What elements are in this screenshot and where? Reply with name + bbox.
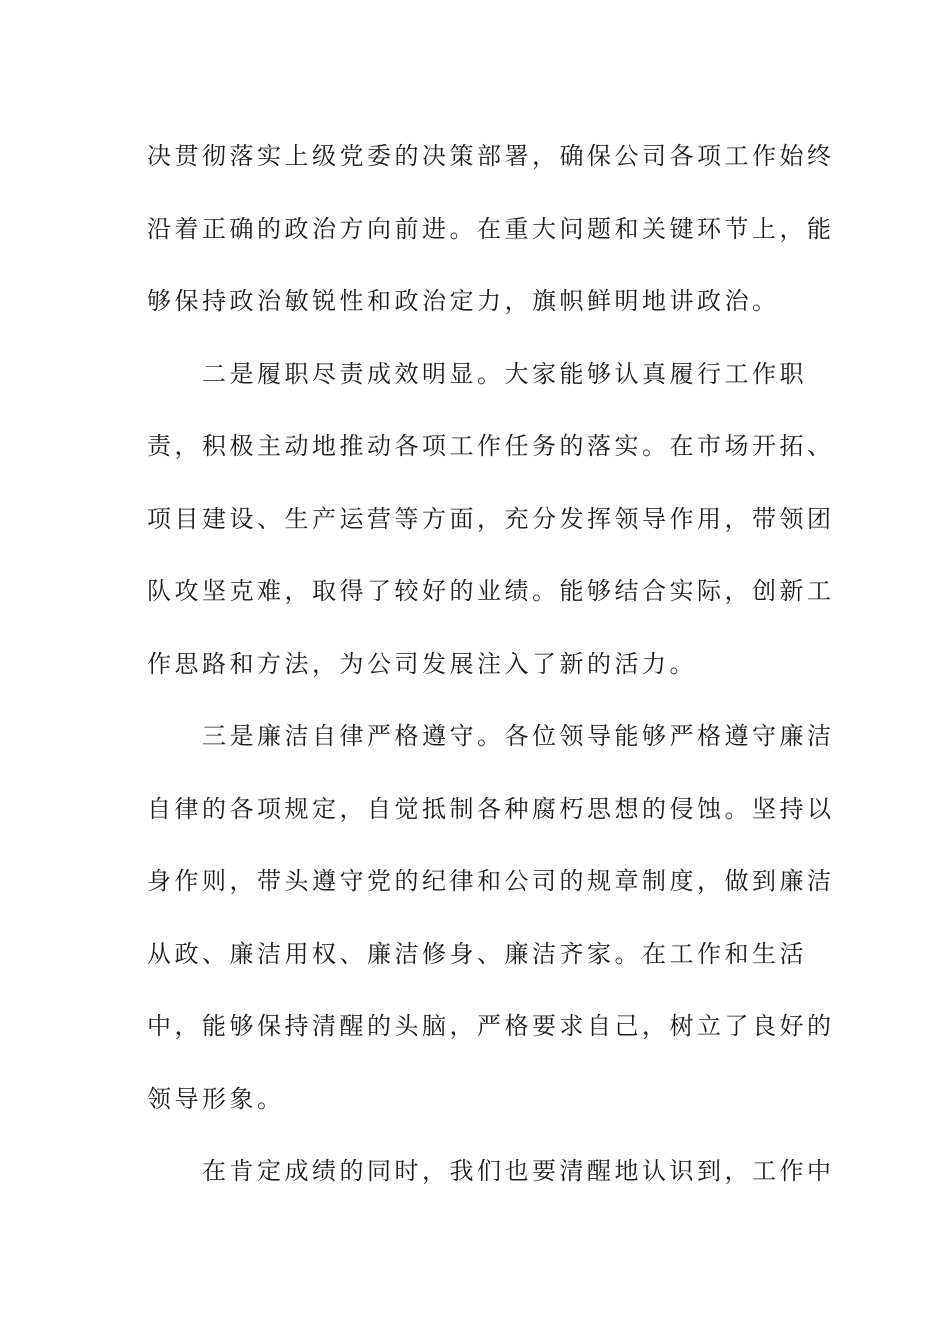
paragraph-first-line: 三是廉洁自律严格遵守。各位领导能够严格遵守廉洁 <box>202 722 835 750</box>
paragraph-first-line: 在肯定成绩的同时，我们也要清醒地认识到，工作中 <box>202 1157 835 1185</box>
text-line: 领导形象。 <box>147 1084 285 1113</box>
text-line: 沿着正确的政治方向前进。在重大问题和关键环节上，能 <box>147 214 835 243</box>
body-text <box>147 120 835 1208</box>
paragraph-first-line: 二是履职尽责成效明显。大家能够认真履行工作职 <box>202 359 807 388</box>
text-line: 项目建设、生产运营等方面，充分发挥领导作用，带领团 <box>147 504 835 533</box>
text-line: 从政、廉洁用权、廉洁修身、廉洁齐家。在工作和生活 <box>147 939 807 968</box>
text-line: 够保持政治敏锐性和政治定力，旗帜鲜明地讲政治。 <box>147 287 780 315</box>
text-line: 中，能够保持清醒的头脑，严格要求自己，树立了良好的 <box>147 1012 835 1040</box>
text-line: 决贯彻落实上级党委的决策部署，确保公司各项工作始终 <box>147 142 835 170</box>
text-line: 责，积极主动地推动各项工作任务的落实。在市场开拓、 <box>147 432 835 460</box>
text-line: 队攻坚克难，取得了较好的业绩。能够结合实际，创新工 <box>147 577 835 605</box>
text-line: 自律的各项规定，自觉抵制各种腐朽思想的侵蚀。坚持以 <box>147 794 835 823</box>
text-line: 身作则，带头遵守党的纪律和公司的规章制度，做到廉洁 <box>147 867 835 895</box>
text-line: 作思路和方法，为公司发展注入了新的活力。 <box>147 649 697 678</box>
